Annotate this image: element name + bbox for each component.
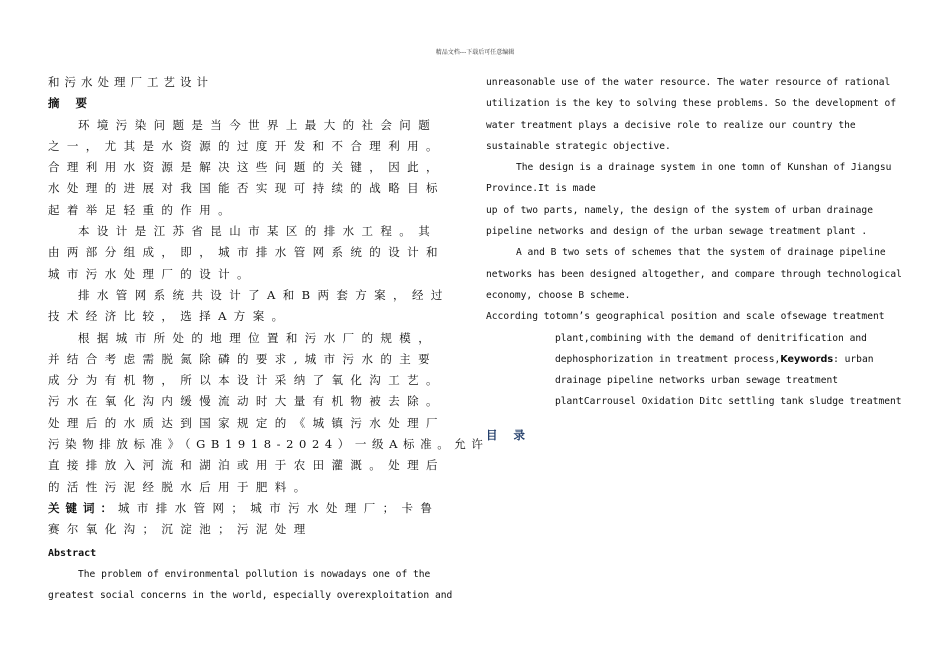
en-line: sustainable strategic objective. xyxy=(486,140,671,152)
keywords-en-line: plantCarrousel Oxidation Ditc settling tank sludge treatment xyxy=(555,396,902,408)
zh-line: 城市污水处理厂的设计。 xyxy=(48,266,256,281)
left-column xyxy=(48,72,489,606)
zh-line: 赛尔氧化沟；沉淀池；污泥处理 xyxy=(48,522,313,537)
keywords-label-zh: 关键词： xyxy=(48,500,118,515)
en-line: water treatment plays a decisive role to realize our country the xyxy=(486,119,856,131)
zh-line: 排水管网系统共设计了A和B两套方案，经过 xyxy=(78,287,450,302)
zh-line: 直接排放入河流和湖泊或用于农田灌溉。处理后 xyxy=(48,458,445,473)
en-line: utilization is the key to solving these problems. So the development of xyxy=(486,98,897,110)
en-line: unreasonable use of the water resource. The water resource of rational xyxy=(486,77,891,88)
zh-line: 成分为有机物，所以本设计采纳了氧化沟工艺。 xyxy=(48,373,445,388)
zh-line: 的活性污泥经脱水后用于肥料。 xyxy=(48,479,313,494)
en-line: up of two parts, namely, the design of the system of urban drainage xyxy=(486,204,873,216)
zh-line: 处理后的水质达到国家规定的《城镇污水处理厂 xyxy=(48,415,445,430)
keywords-label-en: Keywords xyxy=(780,353,834,365)
en-line-text: dephosphorization in treatment process, xyxy=(555,353,781,365)
en-line: According totomn’s geographical position and scale ofsewage treatment xyxy=(486,311,885,323)
zh-line: 合理利用水资源是解决这些问题的关键，因此， xyxy=(48,160,445,175)
en-line: pipeline networks and design of the urban sewage treatment plant . xyxy=(486,226,868,238)
en-line: greatest social concerns in the world, especially overexploitation and xyxy=(48,590,453,602)
en-line: The problem of environmental pollution is nowadays one of the xyxy=(78,568,431,580)
abstract-heading-en: Abstract xyxy=(48,547,97,559)
en-line: networks has been designed altogether, and compare through technological xyxy=(486,268,902,280)
keywords-en-line: drainage pipeline networks urban sewage treatment xyxy=(555,375,839,387)
zh-line: 本设计是江苏省昆山市某区的排水工程。其 xyxy=(78,224,438,239)
zh-line: 技术经济比较，选择A方案。 xyxy=(48,309,291,324)
zh-line: 由两部分组成，即，城市排水管网系统的设计和 xyxy=(48,245,445,260)
toc-heading: 目 录 xyxy=(486,427,532,442)
zh-line: 起着举足轻重的作用。 xyxy=(48,202,237,217)
zh-line: 根据城市所处的地理位置和污水厂的规模， xyxy=(78,330,438,345)
keywords-en-rest: : urban xyxy=(833,353,874,365)
abstract-heading-zh: 摘 要 xyxy=(48,96,94,111)
header-note: 精品文档---下载后可任意编辑 xyxy=(435,49,515,56)
zh-line: 污染物排放标准》（GB1918-2024）一级A标准。允许 xyxy=(48,437,489,452)
zh-line: 之一，尤其是水资源的过度开发和不合理利用。 xyxy=(48,138,445,153)
document-title: 和污水处理厂工艺设计 xyxy=(48,75,213,89)
en-line: Province.It is made xyxy=(486,183,596,195)
en-line: plant,combining with the demand of denitrification and xyxy=(555,332,867,344)
en-line xyxy=(486,349,926,370)
en-line: The design is a drainage system in one tomn of Kunshan of Jiangsu xyxy=(516,162,892,174)
zh-line: 环境污染问题是当今世界上最大的社会问题 xyxy=(78,117,438,132)
en-line: A and B two sets of schemes that the system of drainage pipeline xyxy=(516,247,886,259)
zh-line: 污水在氧化沟内缓慢流动时大量有机物被去除。 xyxy=(48,394,445,409)
keywords-zh xyxy=(48,498,468,519)
keywords-zh-text: 城市排水管网；城市污水处理厂；卡鲁 xyxy=(118,500,440,515)
right-column xyxy=(486,72,926,454)
zh-line: 水处理的进展对我国能否实现可持续的战略目标 xyxy=(48,181,445,196)
en-line: economy, choose B scheme. xyxy=(486,289,631,301)
zh-line: 并结合考虑需脱氮除磷的要求,城市污水的主要 xyxy=(48,351,438,366)
